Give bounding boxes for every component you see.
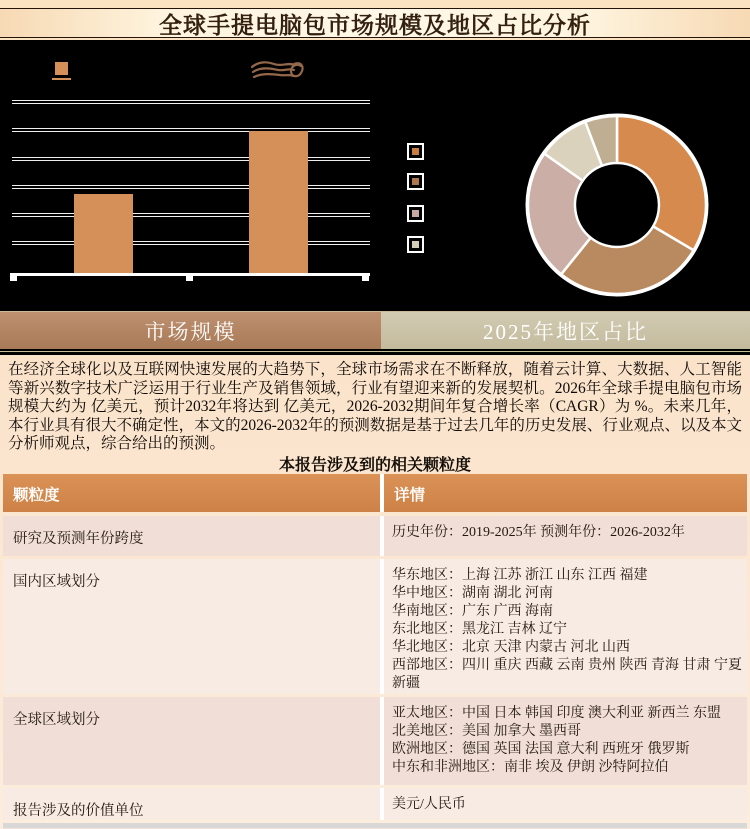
gridline	[12, 157, 370, 161]
detail-line: 中东和非洲地区：南非 埃及 伊朗 沙特阿拉伯	[392, 760, 669, 775]
table-body	[3, 516, 747, 820]
banner-row	[0, 312, 750, 349]
banner-right-label: 2025年地区占比	[483, 319, 648, 344]
bar-chart	[0, 40, 400, 311]
detail-line: 华南地区：广东 广西 海南	[392, 604, 553, 619]
legend-swatch-2	[407, 205, 424, 222]
row-detail-cell	[384, 788, 747, 820]
table-row-2	[3, 697, 747, 785]
table-row-1	[3, 559, 747, 694]
row-detail-cell	[384, 516, 747, 556]
x-axis-tick	[362, 274, 369, 281]
bar-legend-swatch	[55, 62, 68, 75]
table-header-row	[3, 474, 747, 512]
title-inner-strip	[0, 8, 750, 38]
table-row-0	[3, 516, 747, 556]
intro-paragraph: 在经济全球化以及互联网快速发展的大趋势下，全球市场需求在不断释放，随着云计算、大数据、人工智能等新兴数字技术广泛运用于行业生产及销售领域，行业有望迎来新的发展契机。2026年全球手提电脑包市场规模大约为 亿美元，预计2032年将达到 亿美元，2026-2032期间年复合增长率（CAGR）为 %。未来几年，本行业具有很大不确定性，本文的2026-2032年的预测数据是基于过去几年的历史发展、行业观点、以及本文分析师观点，综合给出的预测。	[8, 361, 742, 453]
scribble-strokes	[252, 62, 303, 77]
row-label: 国内区域划分	[13, 574, 100, 590]
detail-line: 华东地区：上海 江苏 浙江 山东 江西 福建	[392, 568, 648, 583]
section-banner-market-size	[0, 312, 381, 349]
donut-chart	[520, 108, 714, 302]
section-banners	[0, 311, 750, 355]
detail-line: 历史年份：2019-2025年 预测年份：2026-2032年	[392, 525, 685, 540]
x-axis-tick	[186, 274, 193, 281]
legend-swatch-1	[407, 173, 424, 190]
row-label-cell	[3, 788, 380, 820]
table-caption: 本报告涉及到的相关颗粒度	[278, 457, 471, 474]
row-label-cell	[3, 559, 380, 694]
granularity-table	[3, 474, 747, 829]
row-label-cell	[3, 516, 380, 556]
section-banner-region-share	[381, 312, 750, 349]
detail-line: 亚太地区：中国 日本 韩国 印度 澳大利亚 新西兰 东盟	[392, 706, 721, 721]
title-band	[0, 0, 750, 40]
row-label-cell	[3, 697, 380, 785]
table-row-3	[3, 788, 747, 820]
detail-line: 华北地区：北京 天津 内蒙古 河北 山西	[392, 640, 630, 655]
row-label: 全球区域划分	[13, 712, 100, 728]
bar-legend-underline	[52, 78, 71, 80]
row-label: 研究及预测年份跨度	[13, 531, 144, 547]
legend-swatch-3	[407, 236, 424, 253]
donut-svg	[520, 108, 714, 302]
gridline	[12, 128, 370, 132]
gridline	[12, 185, 370, 189]
legend-swatch-color	[412, 241, 419, 248]
gridline	[12, 213, 370, 217]
charts-panel	[0, 40, 750, 311]
bar	[74, 194, 133, 273]
header-cell-detail: 详情	[384, 474, 747, 512]
legend-swatch-color	[412, 148, 419, 155]
legend-swatch-color	[412, 178, 419, 185]
detail-line: 华中地区：湖南 湖北 河南	[392, 586, 553, 601]
detail-line: 美元/人民币	[392, 797, 466, 812]
legend-swatch-color	[412, 210, 419, 217]
detail-line: 东北地区：黑龙江 吉林 辽宁	[392, 622, 567, 637]
scribble-annotation-icon	[250, 58, 306, 88]
detail-line: 欧洲地区：德国 英国 法国 意大利 西班牙 俄罗斯	[392, 742, 690, 757]
page-title: 全球手提电脑包市场规模及地区占比分析	[159, 12, 591, 38]
bar	[249, 131, 308, 273]
banner-left-label: 市场规模	[144, 319, 237, 344]
detail-line: 西部地区：四川 重庆 西藏 云南 贵州 陕西 青海 甘肃 宁夏 新疆	[392, 658, 742, 691]
report-body	[0, 355, 750, 829]
row-detail-cell	[384, 697, 747, 785]
row-detail-cell	[384, 559, 747, 694]
gridline	[12, 241, 370, 245]
row-label: 报告涉及的价值单位	[13, 803, 144, 819]
legend-swatch-0	[407, 143, 424, 160]
header-cell-granularity: 颗粒度	[3, 474, 380, 512]
detail-line: 北美地区：美国 加拿大 墨西哥	[392, 724, 581, 739]
gridline	[12, 100, 370, 104]
x-axis-tick	[10, 274, 17, 281]
